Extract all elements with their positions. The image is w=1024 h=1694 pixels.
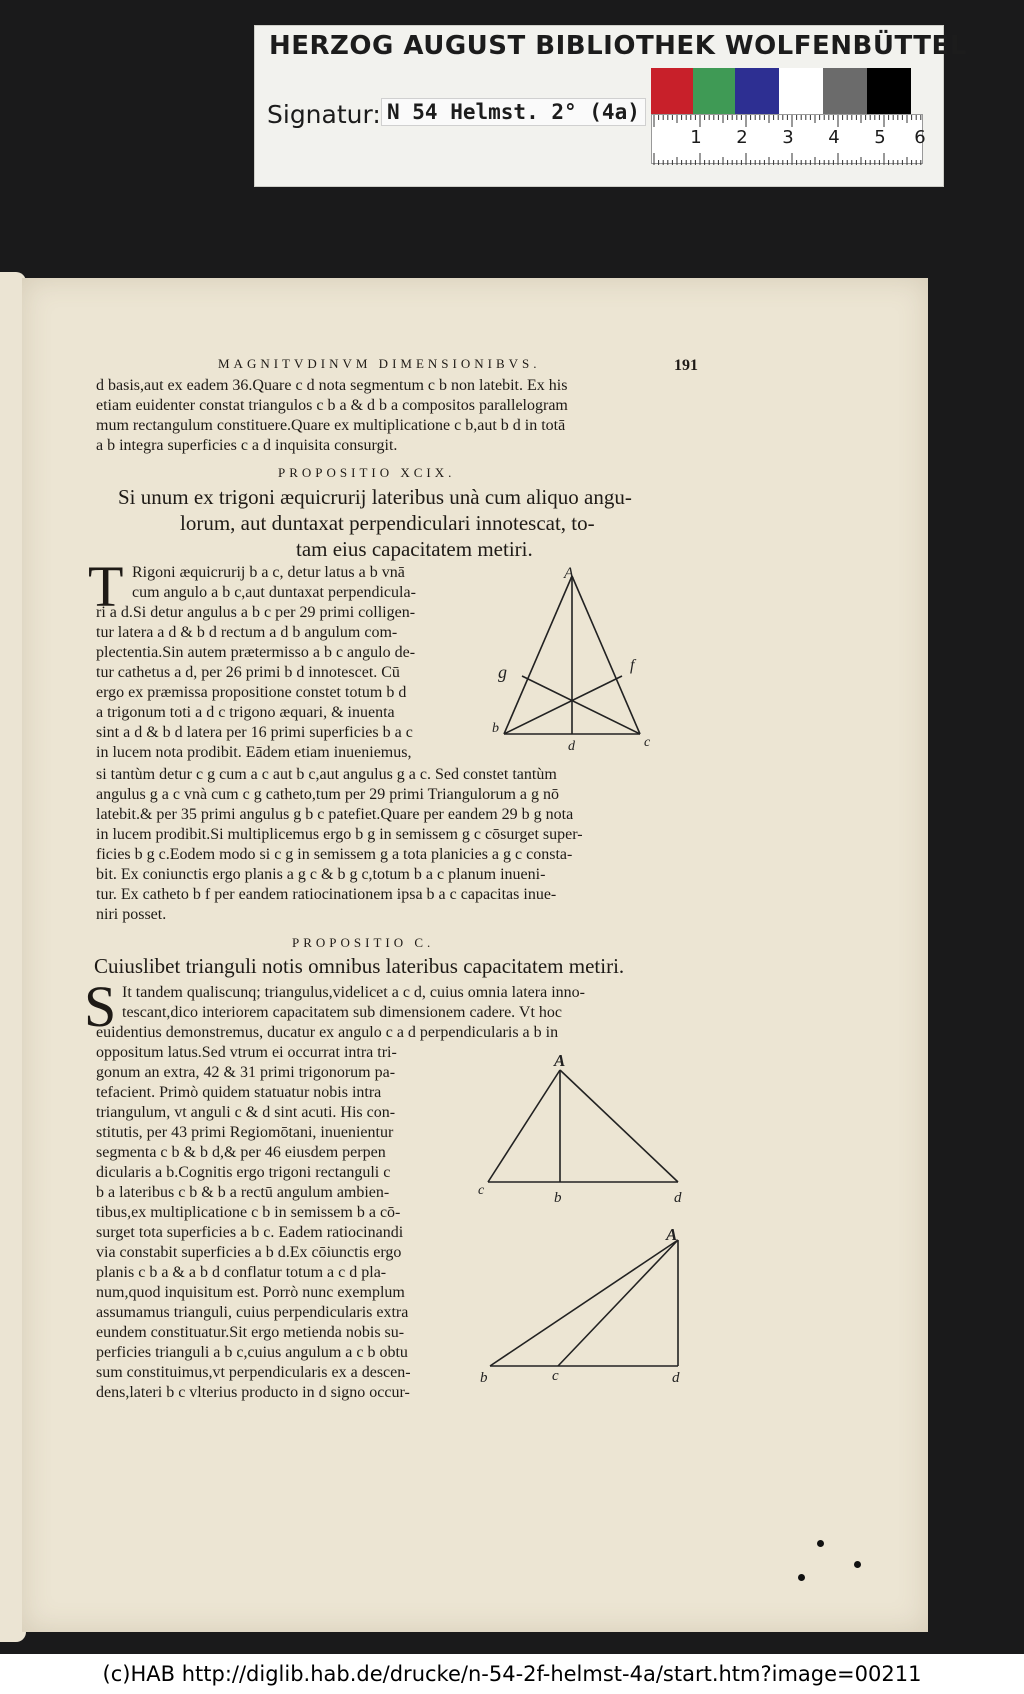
text-line: ri a d.Si detur angulus a b c per 29 primi colligen- xyxy=(96,604,416,621)
figure-line xyxy=(490,1240,678,1366)
text-line: sint a d & b d latera per 16 primi superficies b a c xyxy=(96,724,413,741)
figure-label: b xyxy=(554,1190,562,1206)
figure-label: g xyxy=(498,662,507,682)
color-calibration-strip xyxy=(651,68,911,114)
text-line: in lucem prodibit.Si multiplicemus ergo b g in semissem g c cōsurget super- xyxy=(96,826,583,843)
text-line: latebit.& per 35 primi angulus g b c patefiet.Quare per eandem 29 b g nota xyxy=(96,806,574,823)
swatch-green xyxy=(693,68,735,114)
text-line: a trigonum toti a d c trigono æquari, & inuenta xyxy=(96,704,395,721)
text-line: sum constituimus,vt perpendicularis ex a descen- xyxy=(96,1364,411,1381)
scale-ruler xyxy=(651,114,926,164)
proposition-title: lorum, aut duntaxat perpendiculari innotescat, to- xyxy=(180,511,595,535)
text-line: stitutis, per 43 primi Regiomōtani, inuenientur xyxy=(96,1124,394,1141)
text-line: dicularis a b.Cognitis ergo trigoni rectanguli c xyxy=(96,1164,391,1181)
ink-spot xyxy=(817,1540,824,1547)
figure-label: A xyxy=(554,1051,566,1070)
proposition-title: tam eius capacitatem metiri. xyxy=(296,537,533,561)
ink-spot xyxy=(854,1561,861,1568)
text-line: Rigoni æquicrurij b a c, detur latus a b vnā xyxy=(132,564,405,581)
figure-label: d xyxy=(674,1190,682,1206)
figure-label: A xyxy=(564,566,574,582)
figure-line xyxy=(522,676,640,734)
figure-line xyxy=(572,576,640,734)
figure-label: A xyxy=(666,1228,678,1244)
running-head: MAGNITVDINVM DIMENSIONIBVS. xyxy=(218,356,541,371)
text-line: niri posset. xyxy=(96,906,167,923)
initial-capital: T xyxy=(88,554,124,619)
figure-label: b xyxy=(480,1370,488,1386)
ruler-number: 4 xyxy=(828,127,840,148)
ink-spot xyxy=(798,1574,805,1581)
ruler-number: 1 xyxy=(690,127,702,148)
figure-label: c xyxy=(644,735,651,750)
text-line: ficies b g c.Eodem modo si c g in semissem g a tota planicies a g c consta- xyxy=(96,846,573,863)
text-line: tur cathetus a d, per 26 primi b d innotescet. Cū xyxy=(96,664,400,681)
text-line: surget tota superficies a b c. Eadem ratiocinandi xyxy=(96,1224,404,1241)
figure-line xyxy=(560,1070,678,1182)
proposition-title: Cuiuslibet trianguli notis omnibus lateribus capacitatem metiri. xyxy=(94,954,625,978)
swatch-grey xyxy=(823,68,867,114)
figure-line xyxy=(488,1070,560,1182)
ruler-number: 6 xyxy=(914,127,926,148)
text-line: a b integra superficies c a d inquisita consurgit. xyxy=(96,437,398,454)
text-line: gonum an extra, 42 & 31 primi trigonorum pa- xyxy=(96,1064,396,1081)
text-line: angulus g a c vnà cum c g catheto,tum per 29 primi Triangulorum a g nō xyxy=(96,786,560,803)
signatur-label: Signatur: xyxy=(267,100,381,129)
ruler-number: 3 xyxy=(782,127,794,148)
text-line: via constabit superficies a b d.Ex cōiunctis ergo xyxy=(96,1244,402,1261)
library-name: HERZOG AUGUST BIBLIOTHEK WOLFENBÜTTEL xyxy=(269,31,967,61)
signatur-value: N 54 Helmst. 2° (4a) xyxy=(381,98,646,126)
text-line: euidentius demonstremus, ducatur ex angulo c a d perpendicularis a b in xyxy=(96,1024,559,1041)
book-page xyxy=(22,278,928,1632)
text-line: bit. Ex coniunctis ergo planis a g c & b g c,totum b a c planum inueni- xyxy=(96,866,546,883)
obtuse-triangle-figure xyxy=(478,1228,718,1388)
text-line: assumamus trianguli, cuius perpendicularis extra xyxy=(96,1304,409,1321)
text-line: mum rectangulum constituere.Quare ex multiplicatione c b,aut b d in totā xyxy=(96,417,566,434)
text-line: segmenta c b & b d,& per 46 eiusdem perpen xyxy=(96,1144,386,1161)
text-line: tefacient. Primò quidem statuatur nobis intra xyxy=(96,1084,382,1101)
text-line: tur. Ex catheto b f per eandem ratiocinationem ipsa b a c capacitas inue- xyxy=(96,886,557,903)
figure-label: c xyxy=(478,1183,485,1198)
figure-label: f xyxy=(630,657,635,674)
text-line: si tantùm detur c g cum a c aut b c,aut angulus g a c. Sed constet tantùm xyxy=(96,766,557,783)
text-line: ergo ex præmissa propositione constet totum b d xyxy=(96,684,407,701)
text-line: etiam euidenter constat triangulos c b a & d b a compositos parallelogram xyxy=(96,397,568,414)
swatch-red xyxy=(651,68,693,114)
figure-line xyxy=(504,576,572,734)
page-number: 191 xyxy=(674,357,698,374)
swatch-blue xyxy=(735,68,779,114)
ruler-number: 2 xyxy=(736,127,748,148)
figure-label: b xyxy=(492,721,499,736)
acute-triangle-figure xyxy=(478,1048,718,1208)
text-line: plectentia.Sin autem prætermisso a b c angulo de- xyxy=(96,644,416,661)
isosceles-triangle-figure xyxy=(492,566,732,756)
text-line: tescant,dico interiorem capacitatem sub dimensionem cadere. Vt hoc xyxy=(122,1004,562,1021)
copyright-footer: (c)HAB http://diglib.hab.de/drucke/n-54-2f-helmst-4a/start.htm?image=00211 xyxy=(0,1654,1024,1694)
figure-line xyxy=(504,676,622,734)
text-line: perficies trianguli a b c,cuius angulum a c b obtu xyxy=(96,1344,408,1361)
text-line: triangulum, vt anguli c & d sint acuti. His con- xyxy=(96,1104,396,1121)
figure-line xyxy=(558,1240,678,1366)
text-line: It tandem qualiscunq; triangulus,videlicet a c d, cuius omnia latera inno- xyxy=(122,984,585,1001)
proposition-heading: PROPOSITIO C. xyxy=(292,935,435,950)
text-line: eundem constituatur.Sit ergo metienda nobis su- xyxy=(96,1324,405,1341)
text-line: oppositum latus.Sed vtrum ei occurrat intra tri- xyxy=(96,1044,397,1061)
text-line: planis c b a & a b d conflatur totum a c d pla- xyxy=(96,1264,387,1281)
text-line: cum angulo a b c,aut duntaxat perpendicula- xyxy=(132,584,416,601)
proposition-heading: PROPOSITIO XCIX. xyxy=(278,465,456,480)
figure-label: d xyxy=(568,739,575,754)
text-line: tur latera a d & b d rectum a d b angulum com- xyxy=(96,624,398,641)
text-line: num,quod inquisitum est. Porrò nunc exemplum xyxy=(96,1284,405,1301)
proposition-title: Si unum ex trigoni æquicrurij lateribus unà cum aliquo angu- xyxy=(118,485,632,509)
figure-label: c xyxy=(552,1368,559,1384)
initial-capital: S xyxy=(84,974,117,1039)
text-line: b a lateribus c b & b a rectū angulum ambien- xyxy=(96,1184,390,1201)
text-line: in lucem nota prodibit. Eādem etiam inueniemus, xyxy=(96,744,412,761)
swatch-black xyxy=(867,68,911,114)
figure-label: d xyxy=(672,1370,680,1386)
text-line: dens,lateri b c vlterius producto in d signo occur- xyxy=(96,1384,410,1401)
ruler-number: 5 xyxy=(874,127,886,148)
text-line: d basis,aut ex eadem 36.Quare c d nota segmentum c b non latebit. Ex his xyxy=(96,377,568,394)
text-line: tibus,ex multiplicatione c b in semissem b a cō- xyxy=(96,1204,401,1221)
library-card xyxy=(254,25,967,187)
swatch-white xyxy=(779,68,823,114)
